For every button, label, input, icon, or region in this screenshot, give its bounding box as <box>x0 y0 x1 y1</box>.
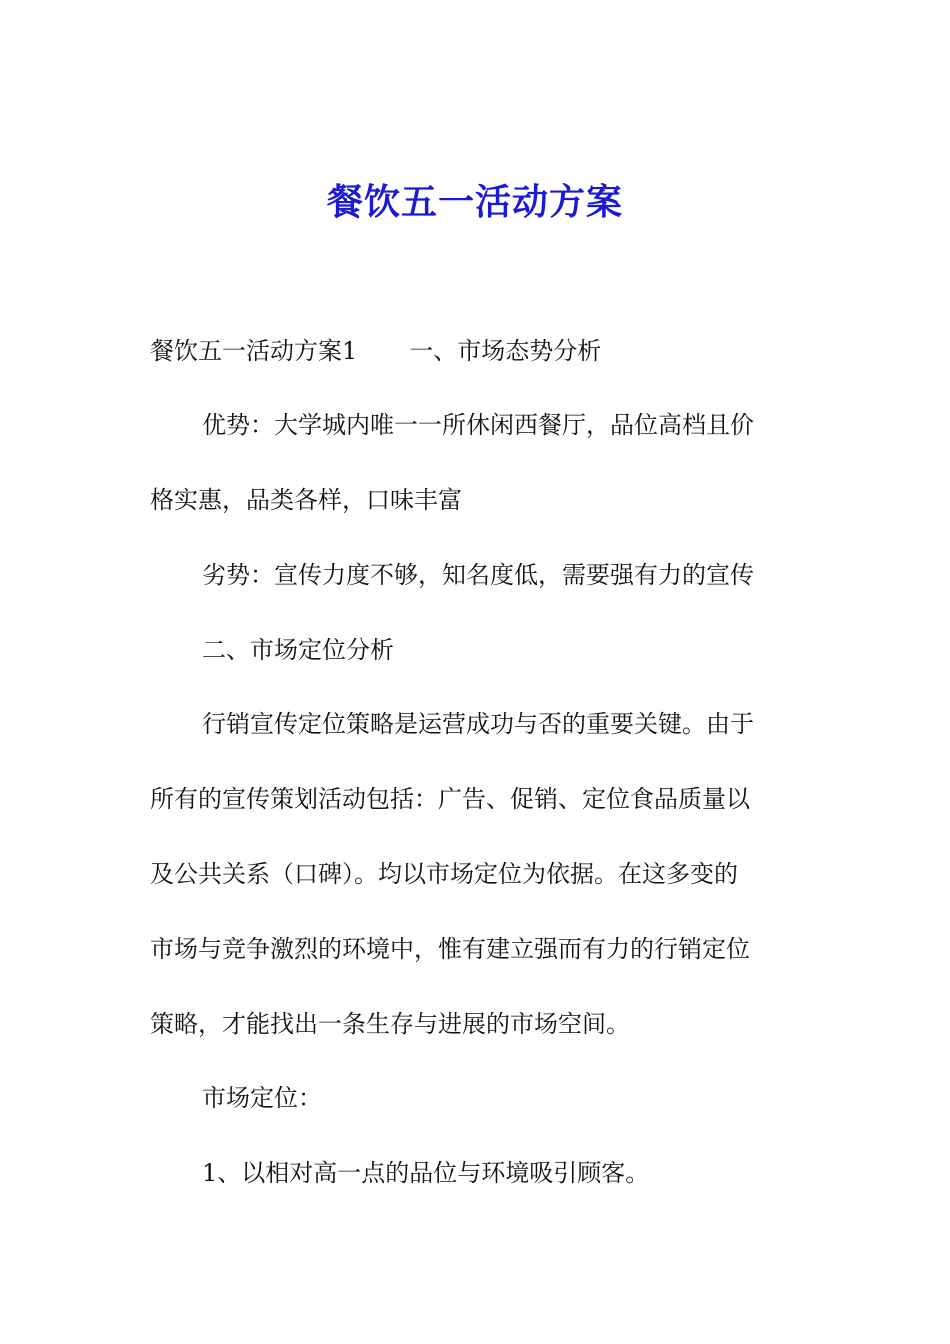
section-heading: 餐饮五一活动方案1 <box>150 337 358 365</box>
paragraph-line: 策略，才能找出一条生存与进展的市场空间。 <box>150 1010 630 1038</box>
point-heading-1: 一、市场态势分析 <box>409 337 602 365</box>
paragraph-line: 行销宣传定位策略是运营成功与否的重要关键。由于 <box>202 710 754 738</box>
point-heading-2: 二、市场定位分析 <box>202 636 394 664</box>
section-heading-line <box>150 334 601 368</box>
document-title: 餐饮五一活动方案 <box>326 181 623 223</box>
subheading: 市场定位： <box>202 1084 322 1112</box>
paragraph-line: 所有的宣传策划活动包括：广告、促销、定位食品质量以 <box>150 785 750 813</box>
paragraph-line: 格实惠，品类各样，口味丰富 <box>150 486 462 514</box>
paragraph-line: 优势：大学城内唯一一所休闲西餐厅，品位高档且价 <box>202 411 754 439</box>
paragraph-line: 及公共关系（口碑）。均以市场定位为依据。在这多变的 <box>150 860 738 888</box>
paragraph-line: 劣势：宣传力度不够，知名度低，需要强有力的宣传 <box>202 561 754 589</box>
list-item: 1、以相对高一点的品位与环境吸引顾客。 <box>202 1159 650 1187</box>
paragraph-line: 市场与竞争激烈的环境中，惟有建立强而有力的行销定位 <box>150 935 750 963</box>
